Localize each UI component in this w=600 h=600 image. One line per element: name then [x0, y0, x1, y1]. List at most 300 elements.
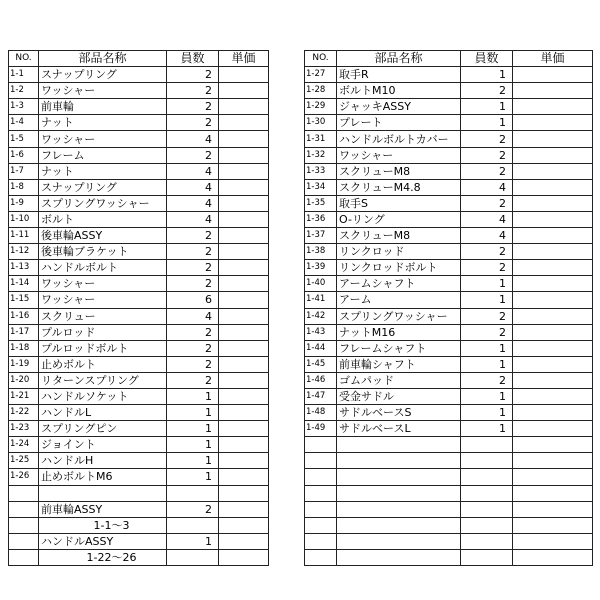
- blank-cell: [513, 501, 593, 517]
- part-name: プレート: [337, 115, 461, 131]
- part-price: [513, 115, 593, 131]
- table-row: [9, 453, 269, 469]
- table-row: [9, 211, 269, 227]
- part-price: [513, 292, 593, 308]
- part-no: 1-25: [9, 453, 39, 469]
- part-qty: 1: [461, 67, 513, 83]
- part-price: [513, 324, 593, 340]
- part-name: ハンドルL: [39, 405, 167, 421]
- blank-cell: [337, 501, 461, 517]
- part-price: [219, 276, 269, 292]
- part-no: 1-42: [305, 308, 337, 324]
- blank-cell: [513, 549, 593, 565]
- blank-cell: [513, 437, 593, 453]
- blank-cell: [167, 517, 219, 533]
- part-no: 1-23: [9, 421, 39, 437]
- part-price: [219, 195, 269, 211]
- part-name: リンクロッド: [337, 244, 461, 260]
- part-name: O-リング: [337, 211, 461, 227]
- part-no: 1-40: [305, 276, 337, 292]
- part-price: [219, 67, 269, 83]
- part-name: ナット: [39, 163, 167, 179]
- table-row: [9, 195, 269, 211]
- blank-cell: [513, 533, 593, 549]
- table-row: [9, 421, 269, 437]
- part-name: スクリューM8: [337, 228, 461, 244]
- part-price: [219, 453, 269, 469]
- part-no: 1-34: [305, 179, 337, 195]
- part-qty: 2: [461, 372, 513, 388]
- part-qty: 2: [461, 244, 513, 260]
- part-qty: 4: [461, 179, 513, 195]
- part-no: 1-37: [305, 228, 337, 244]
- blank-cell: [337, 453, 461, 469]
- part-price: [219, 356, 269, 372]
- part-no: 1-11: [9, 228, 39, 244]
- part-qty: 2: [167, 115, 219, 131]
- part-no: 1-43: [305, 324, 337, 340]
- part-qty: 4: [167, 195, 219, 211]
- part-qty: 2: [167, 260, 219, 276]
- table-row: [9, 485, 269, 501]
- part-no: 1-30: [305, 115, 337, 131]
- part-price: [219, 501, 269, 517]
- part-name: ボルトM10: [337, 83, 461, 99]
- part-qty: 1: [167, 437, 219, 453]
- table-row: [9, 292, 269, 308]
- blank-cell: [305, 549, 337, 565]
- part-no: 1-19: [9, 356, 39, 372]
- part-price: [513, 83, 593, 99]
- part-no: 1-16: [9, 308, 39, 324]
- part-name: リターンスプリング: [39, 372, 167, 388]
- header-no: NO.: [305, 51, 337, 67]
- part-price: [513, 388, 593, 404]
- table-row: [305, 99, 593, 115]
- part-qty: 2: [461, 163, 513, 179]
- table-row: [9, 469, 269, 485]
- part-qty: 1: [167, 388, 219, 404]
- header-price: 単価: [219, 51, 269, 67]
- assembly-range: 1-22～26: [39, 549, 167, 565]
- header-name: 部品名称: [39, 51, 167, 67]
- part-qty: 1: [461, 276, 513, 292]
- part-name: ジョイント: [39, 437, 167, 453]
- blank-cell: [337, 437, 461, 453]
- part-no: 1-6: [9, 147, 39, 163]
- part-no: 1-47: [305, 388, 337, 404]
- part-qty: 1: [461, 356, 513, 372]
- part-name: スクリューM4.8: [337, 179, 461, 195]
- part-name: ジャッキASSY: [337, 99, 461, 115]
- part-no: 1-32: [305, 147, 337, 163]
- part-no: 1-4: [9, 115, 39, 131]
- table-row: [9, 260, 269, 276]
- part-qty: 2: [167, 340, 219, 356]
- assembly-qty: 1: [167, 533, 219, 549]
- part-price: [219, 340, 269, 356]
- table-row: [9, 276, 269, 292]
- part-no: 1-46: [305, 372, 337, 388]
- blank-cell: [305, 533, 337, 549]
- part-no: 1-17: [9, 324, 39, 340]
- part-name: 前車輪: [39, 99, 167, 115]
- table-row: [9, 517, 269, 533]
- part-no: 1-39: [305, 260, 337, 276]
- part-name: 前車輪シャフト: [337, 356, 461, 372]
- part-qty: 2: [167, 147, 219, 163]
- blank-cell: [337, 533, 461, 549]
- part-no: 1-38: [305, 244, 337, 260]
- part-name: プルロッドボルト: [39, 340, 167, 356]
- part-qty: 2: [167, 228, 219, 244]
- blank-cell: [461, 517, 513, 533]
- part-name: リンクロッドボルト: [337, 260, 461, 276]
- part-qty: 2: [461, 260, 513, 276]
- table-row: [305, 292, 593, 308]
- part-name: アームシャフト: [337, 276, 461, 292]
- part-no: 1-35: [305, 195, 337, 211]
- part-name: 取手S: [337, 195, 461, 211]
- parts-table-left: [8, 50, 269, 566]
- table-header: [305, 51, 593, 67]
- part-name: 受金サドル: [337, 388, 461, 404]
- table-row: [305, 372, 593, 388]
- part-qty: 6: [167, 292, 219, 308]
- blank-cell: [513, 469, 593, 485]
- part-no: 1-13: [9, 260, 39, 276]
- part-qty: 1: [461, 388, 513, 404]
- part-price: [513, 99, 593, 115]
- part-price: [219, 308, 269, 324]
- table-row: [305, 163, 593, 179]
- blank-cell: [219, 485, 269, 501]
- part-qty: 4: [461, 228, 513, 244]
- part-no: 1-7: [9, 163, 39, 179]
- part-no: 1-22: [9, 405, 39, 421]
- part-no: 1-33: [305, 163, 337, 179]
- blank-cell: [305, 453, 337, 469]
- assembly-range: 1-1～3: [39, 517, 167, 533]
- table-row: [9, 131, 269, 147]
- part-name: ゴムパッド: [337, 372, 461, 388]
- part-qty: 2: [461, 131, 513, 147]
- table-row: [9, 324, 269, 340]
- blank-cell: [305, 469, 337, 485]
- part-price: [219, 83, 269, 99]
- part-name: スナップリング: [39, 67, 167, 83]
- header-price: 単価: [513, 51, 593, 67]
- table-row: [9, 147, 269, 163]
- part-name: 取手R: [337, 67, 461, 83]
- part-price: [513, 260, 593, 276]
- part-qty: 2: [461, 195, 513, 211]
- part-price: [513, 211, 593, 227]
- table-row: [305, 260, 593, 276]
- part-name: サドルベースL: [337, 421, 461, 437]
- blank-cell: [513, 453, 593, 469]
- table-row: [9, 244, 269, 260]
- table-row: [9, 388, 269, 404]
- part-qty: 2: [167, 372, 219, 388]
- part-price: [513, 228, 593, 244]
- part-no: 1-24: [9, 437, 39, 453]
- part-name: ワッシャー: [39, 131, 167, 147]
- blank-cell: [9, 549, 39, 565]
- blank-cell: [219, 517, 269, 533]
- part-qty: 1: [461, 405, 513, 421]
- part-qty: 2: [167, 324, 219, 340]
- part-qty: 2: [461, 147, 513, 163]
- part-price: [513, 131, 593, 147]
- table-row: [305, 501, 593, 517]
- part-qty: 2: [167, 244, 219, 260]
- header-qty: 員数: [167, 51, 219, 67]
- part-price: [513, 67, 593, 83]
- part-price: [219, 260, 269, 276]
- blank-cell: [337, 485, 461, 501]
- part-no: 1-41: [305, 292, 337, 308]
- part-qty: 2: [461, 308, 513, 324]
- table-row: [305, 147, 593, 163]
- blank-cell: [461, 549, 513, 565]
- part-no: 1-44: [305, 340, 337, 356]
- part-name: フレーム: [39, 147, 167, 163]
- header-qty: 員数: [461, 51, 513, 67]
- part-price: [513, 179, 593, 195]
- part-name: ハンドルボルトカバー: [337, 131, 461, 147]
- part-no: 1-27: [305, 67, 337, 83]
- part-name: 後車輪ASSY: [39, 228, 167, 244]
- part-name: ワッシャー: [39, 292, 167, 308]
- part-no: 1-29: [305, 99, 337, 115]
- part-price: [513, 308, 593, 324]
- table-header: [9, 51, 269, 67]
- table-row: [305, 228, 593, 244]
- blank-cell: [513, 517, 593, 533]
- table-row: [305, 405, 593, 421]
- part-name: スクリュー: [39, 308, 167, 324]
- blank-cell: [167, 485, 219, 501]
- part-name: スプリングピン: [39, 421, 167, 437]
- part-price: [513, 163, 593, 179]
- part-name: ハンドルH: [39, 453, 167, 469]
- part-no: 1-3: [9, 99, 39, 115]
- blank-cell: [305, 437, 337, 453]
- table-row: [305, 517, 593, 533]
- part-price: [219, 437, 269, 453]
- part-no: 1-48: [305, 405, 337, 421]
- part-price: [219, 533, 269, 549]
- table-row: [305, 195, 593, 211]
- table-row: [305, 533, 593, 549]
- part-qty: 1: [461, 115, 513, 131]
- table-row: [305, 308, 593, 324]
- part-no: 1-10: [9, 211, 39, 227]
- blank-cell: [9, 533, 39, 549]
- part-qty: 1: [167, 453, 219, 469]
- part-name: サドルベースS: [337, 405, 461, 421]
- table-row: [305, 67, 593, 83]
- blank-cell: [461, 453, 513, 469]
- part-qty: 1: [461, 292, 513, 308]
- part-price: [219, 147, 269, 163]
- blank-cell: [461, 485, 513, 501]
- table-row: [305, 388, 593, 404]
- table-row: [9, 437, 269, 453]
- blank-cell: [305, 501, 337, 517]
- parts-list-sheet: [8, 50, 592, 564]
- assembly-name: ハンドルASSY: [39, 533, 167, 549]
- table-row: [305, 453, 593, 469]
- blank-cell: [9, 501, 39, 517]
- part-no: 1-49: [305, 421, 337, 437]
- part-name: 止めボルト: [39, 356, 167, 372]
- blank-cell: [219, 549, 269, 565]
- part-name: スナップリング: [39, 179, 167, 195]
- part-price: [219, 324, 269, 340]
- table-row: [305, 83, 593, 99]
- part-no: 1-31: [305, 131, 337, 147]
- part-price: [219, 388, 269, 404]
- part-price: [219, 163, 269, 179]
- part-no: 1-9: [9, 195, 39, 211]
- table-row: [305, 179, 593, 195]
- blank-cell: [337, 517, 461, 533]
- part-qty: 2: [167, 67, 219, 83]
- part-no: 1-28: [305, 83, 337, 99]
- table-row: [9, 67, 269, 83]
- part-name: ワッシャー: [39, 83, 167, 99]
- part-no: 1-1: [9, 67, 39, 83]
- blank-cell: [461, 469, 513, 485]
- part-name: スプリングワッシャー: [39, 195, 167, 211]
- part-name: フレームシャフト: [337, 340, 461, 356]
- table-row: [305, 340, 593, 356]
- blank-cell: [39, 485, 167, 501]
- part-qty: 2: [461, 324, 513, 340]
- table-row: [9, 533, 269, 549]
- table-row: [305, 421, 593, 437]
- part-qty: 2: [167, 356, 219, 372]
- part-no: 1-5: [9, 131, 39, 147]
- part-price: [513, 276, 593, 292]
- part-price: [219, 179, 269, 195]
- part-price: [513, 147, 593, 163]
- table-row: [9, 228, 269, 244]
- blank-cell: [9, 485, 39, 501]
- part-price: [513, 405, 593, 421]
- table-row: [305, 469, 593, 485]
- part-name: プルロッド: [39, 324, 167, 340]
- part-no: 1-45: [305, 356, 337, 372]
- part-no: 1-15: [9, 292, 39, 308]
- blank-cell: [305, 485, 337, 501]
- table-row: [9, 163, 269, 179]
- part-price: [513, 356, 593, 372]
- part-name: ハンドルボルト: [39, 260, 167, 276]
- part-name: ワッシャー: [337, 147, 461, 163]
- table-row: [305, 244, 593, 260]
- part-qty: 2: [167, 83, 219, 99]
- part-name: ワッシャー: [39, 276, 167, 292]
- part-name: ハンドルソケット: [39, 388, 167, 404]
- part-qty: 1: [167, 405, 219, 421]
- table-row: [9, 99, 269, 115]
- part-no: 1-21: [9, 388, 39, 404]
- table-row: [305, 437, 593, 453]
- part-qty: 4: [167, 179, 219, 195]
- part-price: [219, 292, 269, 308]
- table-row: [305, 485, 593, 501]
- table-row: [9, 356, 269, 372]
- blank-cell: [513, 485, 593, 501]
- part-price: [513, 244, 593, 260]
- blank-cell: [461, 533, 513, 549]
- part-qty: 1: [167, 469, 219, 485]
- part-qty: 2: [167, 276, 219, 292]
- table-row: [9, 179, 269, 195]
- table-row: [305, 549, 593, 565]
- part-price: [219, 211, 269, 227]
- blank-cell: [461, 501, 513, 517]
- part-price: [219, 99, 269, 115]
- part-no: 1-14: [9, 276, 39, 292]
- part-qty: 2: [461, 83, 513, 99]
- table-row: [305, 356, 593, 372]
- part-price: [513, 421, 593, 437]
- blank-cell: [337, 549, 461, 565]
- part-price: [219, 469, 269, 485]
- table-row: [305, 115, 593, 131]
- part-qty: 1: [461, 340, 513, 356]
- part-name: 後車輪ブラケット: [39, 244, 167, 260]
- part-name: ナット: [39, 115, 167, 131]
- part-qty: 4: [461, 211, 513, 227]
- part-price: [219, 421, 269, 437]
- assembly-name: 前車輪ASSY: [39, 501, 167, 517]
- part-qty: 4: [167, 308, 219, 324]
- table-row: [305, 131, 593, 147]
- table-row: [305, 276, 593, 292]
- part-price: [219, 372, 269, 388]
- part-qty: 2: [167, 99, 219, 115]
- part-name: ボルト: [39, 211, 167, 227]
- part-qty: 4: [167, 163, 219, 179]
- part-name: アーム: [337, 292, 461, 308]
- part-no: 1-18: [9, 340, 39, 356]
- part-no: 1-20: [9, 372, 39, 388]
- table-row: [9, 115, 269, 131]
- part-name: スクリューM8: [337, 163, 461, 179]
- part-price: [513, 195, 593, 211]
- header-no: NO.: [9, 51, 39, 67]
- blank-cell: [167, 549, 219, 565]
- table-row: [9, 372, 269, 388]
- part-price: [513, 372, 593, 388]
- part-no: 1-26: [9, 469, 39, 485]
- part-price: [219, 405, 269, 421]
- part-no: 1-36: [305, 211, 337, 227]
- part-qty: 1: [461, 99, 513, 115]
- part-price: [219, 228, 269, 244]
- part-no: 1-12: [9, 244, 39, 260]
- header-name: 部品名称: [337, 51, 461, 67]
- part-name: 止めボルトM6: [39, 469, 167, 485]
- part-no: 1-2: [9, 83, 39, 99]
- table-row: [305, 211, 593, 227]
- table-row: [9, 549, 269, 565]
